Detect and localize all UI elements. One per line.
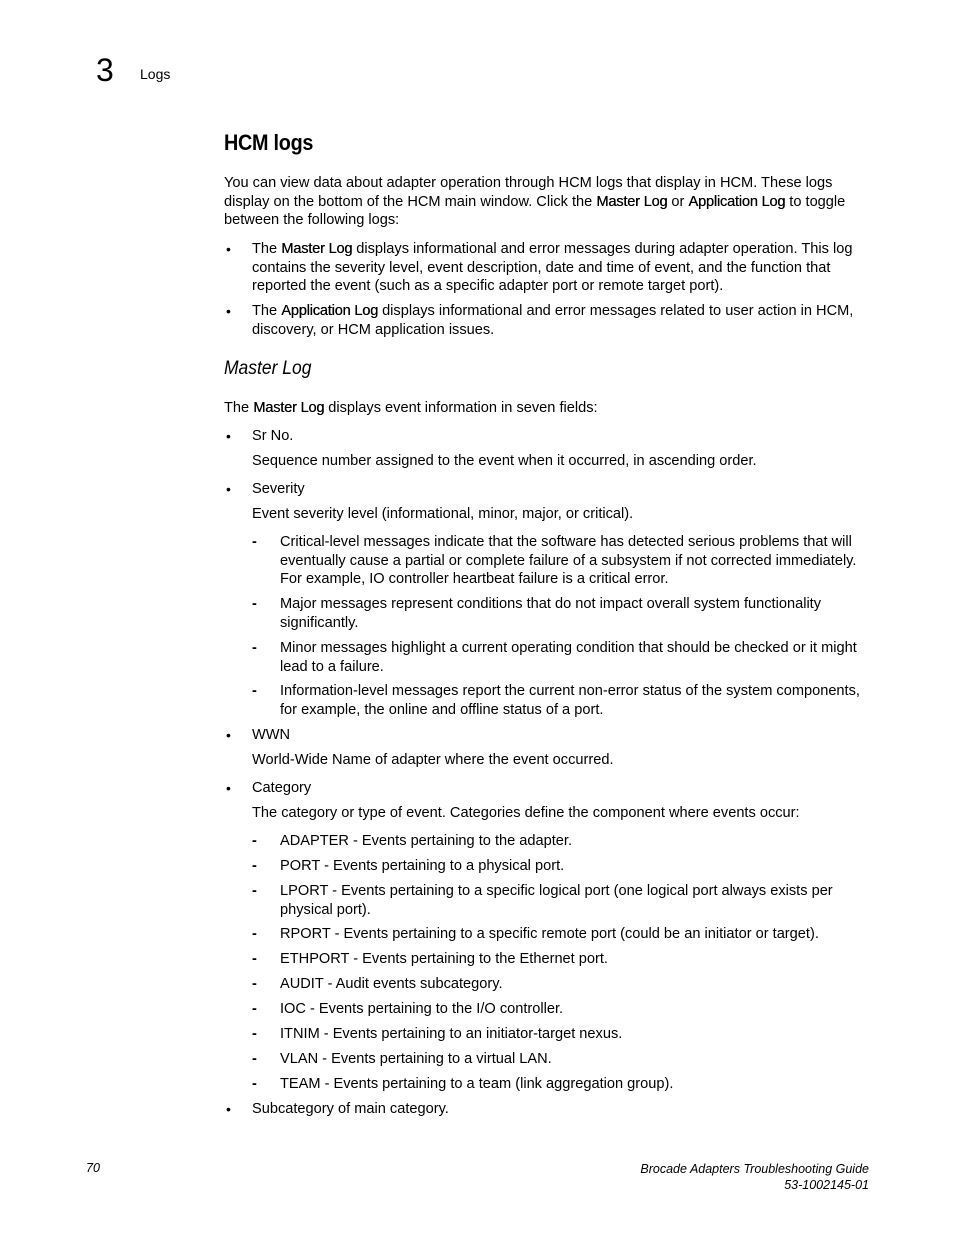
dash-marker: -: [252, 833, 257, 849]
dash-marker: -: [252, 976, 257, 992]
intro-text: or: [667, 193, 689, 210]
dash-marker: -: [252, 534, 257, 550]
application-log-term: Application Log: [688, 193, 786, 210]
intro-text: You can view data about adapter operation through HCM logs that display in HCM. These logs display on the bottom of the HCM main window. Click the: [224, 175, 833, 210]
chapter-title: Logs: [140, 66, 171, 82]
dash-marker: -: [252, 1076, 257, 1092]
dash-marker: -: [252, 883, 257, 899]
dash-marker: -: [252, 951, 257, 967]
dash-marker: -: [252, 640, 257, 656]
field-name: WWN: [252, 727, 291, 743]
subsection-heading: Master Log: [224, 358, 312, 379]
field-name: Sr No.: [252, 428, 294, 444]
bullet-marker: •: [226, 1101, 231, 1117]
section-intro: [224, 174, 869, 230]
bullet-marker: •: [226, 481, 231, 497]
subsection-intro: The Master Log displays event information in seven fields:: [224, 400, 598, 416]
intro-text: to toggle between the following logs:: [224, 193, 846, 229]
dash-marker: -: [252, 926, 257, 942]
bullet-marker: •: [226, 428, 231, 444]
doc-title: Brocade Adapters Troubleshooting Guide: [640, 1162, 869, 1176]
master-log-term: Master Log: [596, 193, 668, 210]
dash-marker: -: [252, 1001, 257, 1017]
field-name: Severity: [252, 481, 305, 497]
list-item-text: The Application Log displays informational and error messages related to user action in HCM, discovery, or HCM application issues.: [252, 303, 854, 338]
dash-marker: -: [252, 858, 257, 874]
chapter-number: 3: [96, 52, 114, 88]
field-name: Category: [252, 780, 312, 796]
bullet-marker: •: [226, 303, 231, 319]
dash-marker: -: [252, 683, 257, 699]
dash-marker: -: [252, 1026, 257, 1042]
list-item-text: The Master Log displays informational and error messages during adapter operation. This log contains the severity level, event description, date and time of event, and the function that reported the event (such as a specific adapter port or remote target port).: [252, 241, 853, 295]
doc-number: 53-1002145-01: [784, 1178, 869, 1192]
dash-marker: -: [252, 596, 257, 612]
bullet-marker: •: [226, 780, 231, 796]
bullet-marker: •: [226, 727, 231, 743]
dash-marker: -: [252, 1051, 257, 1067]
section-heading: HCM logs: [224, 130, 314, 155]
footer-doc-info: [640, 1161, 869, 1193]
bullet-marker: •: [226, 241, 231, 257]
page-number: 70: [86, 1161, 100, 1175]
field-name: Subcategory of main category.: [252, 1101, 449, 1117]
